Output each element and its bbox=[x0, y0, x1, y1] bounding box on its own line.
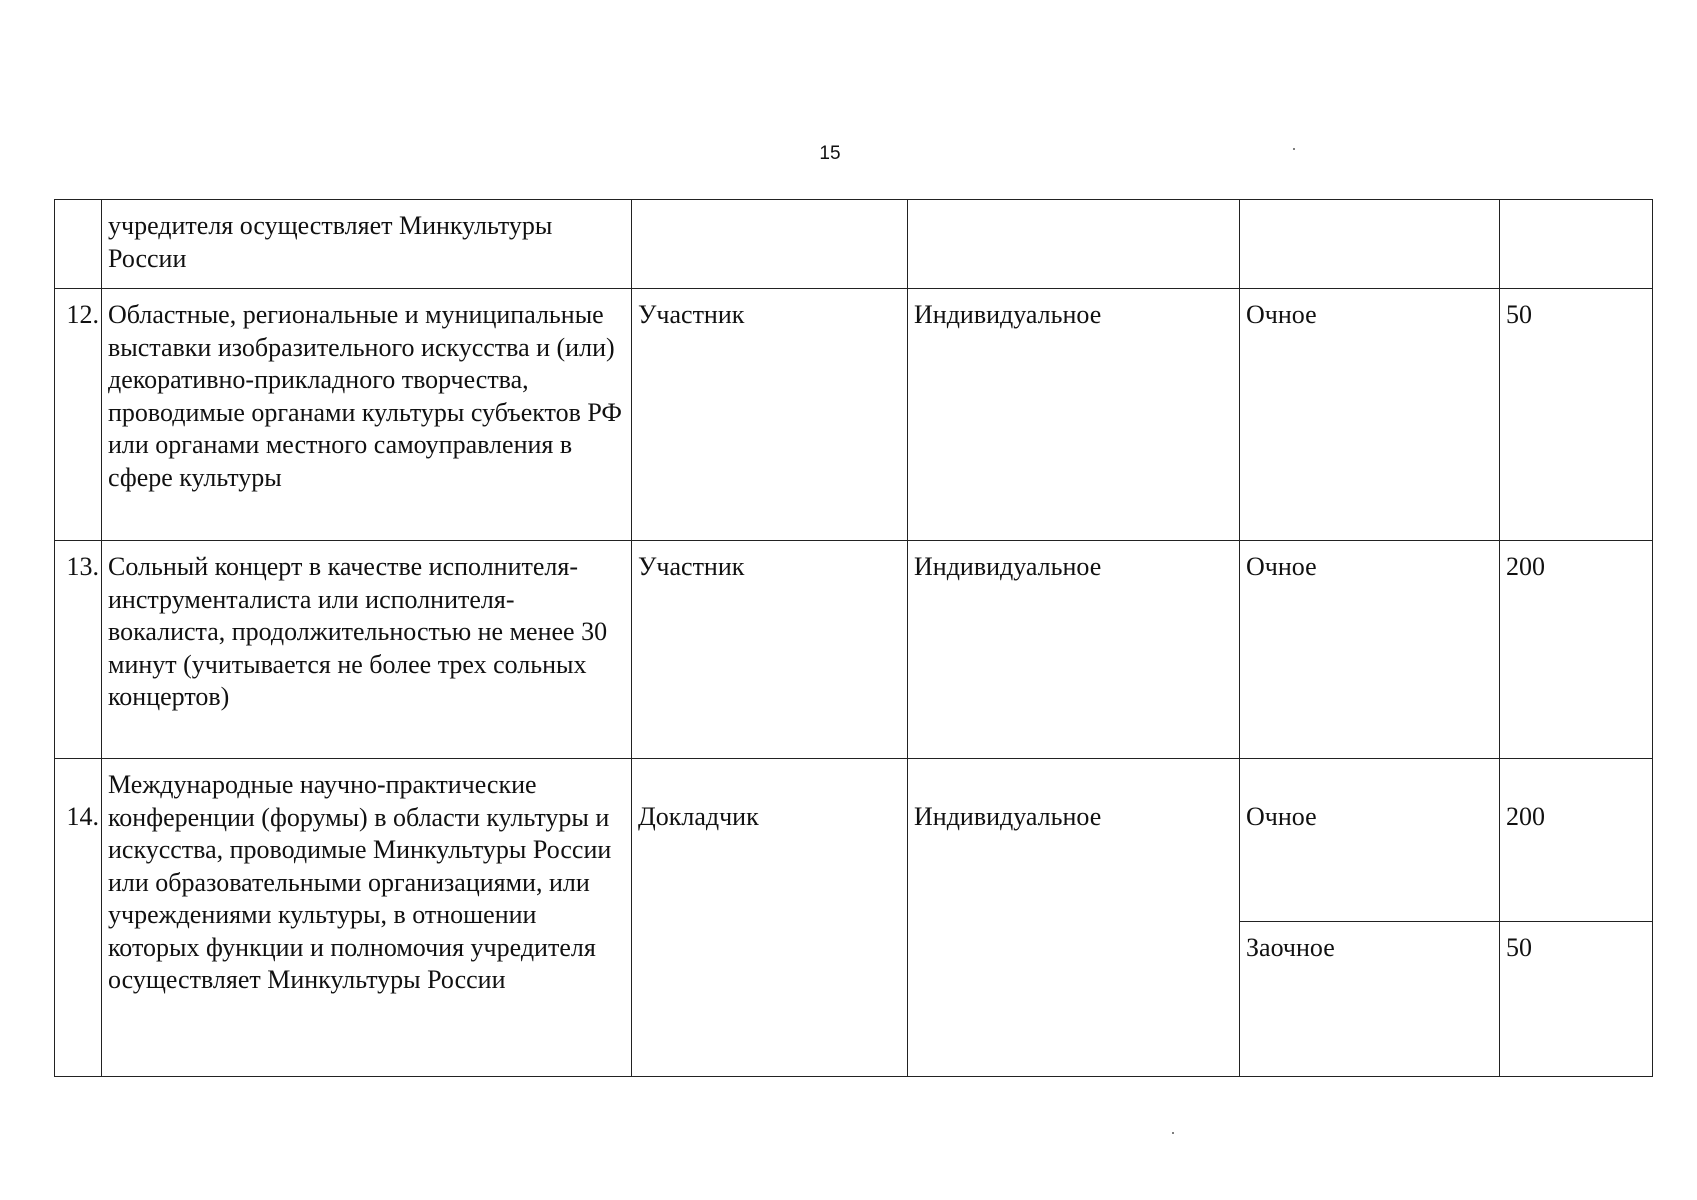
points-value-2: 50 bbox=[1500, 922, 1653, 1077]
event-name: Областные, региональные и муниципальные выставки изобразительного искусства и (или) декоративно-прикладного творчества, проводимые органами культуры субъектов РФ или органами местного самоуправления в сфере культуры bbox=[102, 289, 632, 541]
participation-kind: Индивидуальное bbox=[908, 289, 1240, 541]
participation-form: Очное bbox=[1240, 541, 1500, 759]
table-row bbox=[55, 759, 1653, 922]
scan-speck bbox=[1172, 1132, 1174, 1134]
event-name: Международные научно-практические конференции (форумы) в области культуры и искусства, проводимые Минкультуры России или образовательными организациями, или учреждениями культуры, в отношении которых функции и полномочия учредителя осуществляет Минкультуры России bbox=[102, 759, 632, 1077]
participation-role: Участник bbox=[632, 289, 908, 541]
row-number: 12. bbox=[55, 289, 102, 541]
event-name: Сольный концерт в качестве исполнителя-инструменталиста или исполнителя-вокалиста, продолжительностью не менее 30 минут (учитывается не более трех сольных концертов) bbox=[102, 541, 632, 759]
row-number bbox=[55, 200, 102, 289]
page-number: 15 bbox=[819, 143, 841, 164]
participation-kind: Индивидуальное bbox=[908, 759, 1240, 1077]
participation-form bbox=[1240, 200, 1500, 289]
scan-speck bbox=[1293, 148, 1295, 150]
participation-form-2: Заочное bbox=[1240, 922, 1500, 1077]
participation-kind bbox=[908, 200, 1240, 289]
table-row bbox=[55, 289, 1653, 541]
participation-role bbox=[632, 200, 908, 289]
table-row bbox=[55, 200, 1653, 289]
row-number: 14. bbox=[55, 759, 102, 1077]
table-row bbox=[55, 541, 1653, 759]
points-value: 50 bbox=[1500, 289, 1653, 541]
participation-role: Докладчик bbox=[632, 759, 908, 1077]
points-value: 200 bbox=[1500, 541, 1653, 759]
points-value bbox=[1500, 200, 1653, 289]
participation-form: Очное bbox=[1240, 289, 1500, 541]
row-number: 13. bbox=[55, 541, 102, 759]
points-value: 200 bbox=[1500, 759, 1653, 922]
event-name: учредителя осуществляет Минкультуры России bbox=[102, 200, 632, 289]
participation-kind: Индивидуальное bbox=[908, 541, 1240, 759]
document-table bbox=[54, 199, 1653, 1077]
participation-role: Участник bbox=[632, 541, 908, 759]
participation-form: Очное bbox=[1240, 759, 1500, 922]
